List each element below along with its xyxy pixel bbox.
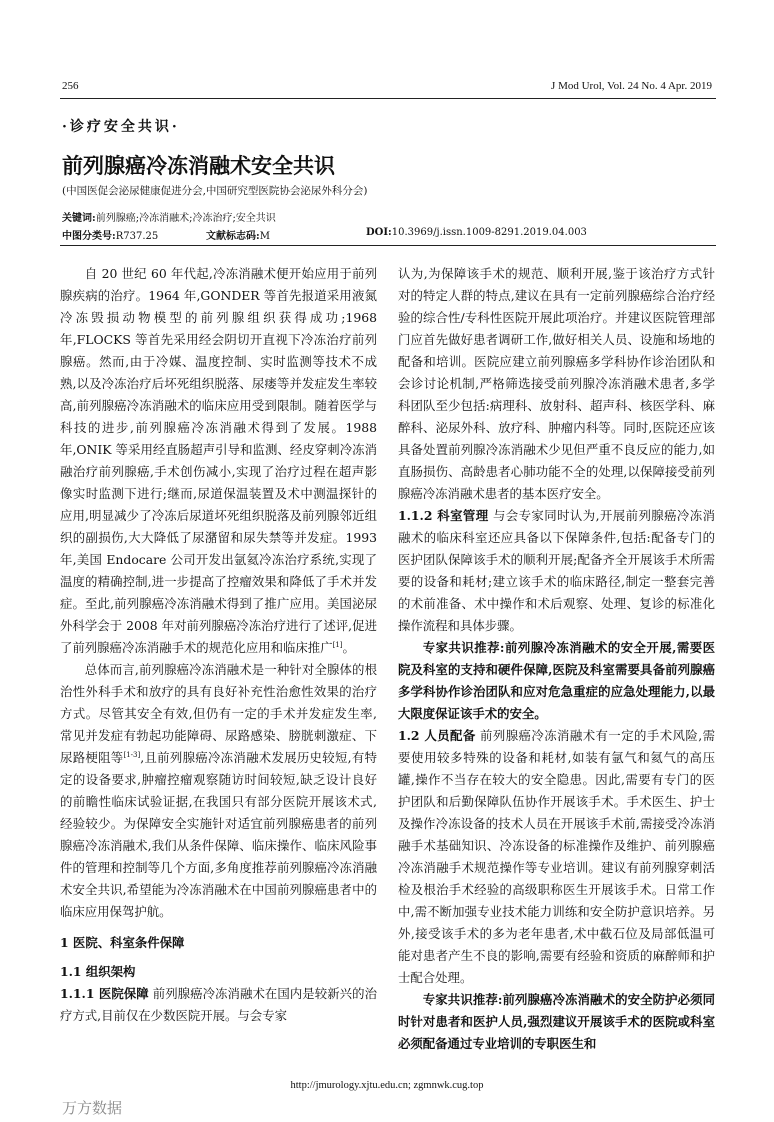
keywords: 前列腺癌;冷冻消融术;冷冻治疗;安全共识 — [95, 213, 276, 224]
affiliation: (中国医促会泌尿健康促进分会,中国研究型医院协会泌尿外科分会) — [62, 185, 368, 197]
expert-recommendation-1: 专家共识推荐:前列腺冷冻消融术的安全开展,需要医院及科室的支持和硬件保障,医院及科室需要具备前列腺癌多学科协作诊治团队和应对危急重症的应急处理能力,以最大限度保证该手术的安全。 — [398, 640, 715, 721]
footer-url: http://jmurology.xjtu.edu.cn; zgmnwk.cug.top — [290, 1080, 484, 1091]
clc-label: 中图分类号: — [62, 231, 116, 242]
paragraph-hospital-support-cont: 认为,为保障该手术的规范、顺利开展,鉴于该治疗方式针对的特定人群的特点,建议在具有一定前列腺癌综合治疗经验的综合性/专科性医院开展此项治疗。并建议医院管理部门应首先做好患者调研工作,做好相关人员、设施和场地的配备和培训。医院应建立前列腺癌多学科协作诊治团队和会诊讨论机制,严格筛选接受前列腺冷冻消融术患者,多学科团队至少包括:病理科、放射科、超声科、核医学科、麻醉科、泌尿外科、放疗科、肿瘤内科等。同时,医院还应该具备处置前列腺冷冻消融术少见但严重不良反应的能力,如直肠损伤、高龄患者心肺功能不全的处理,以保障接受前列腺癌冷冻消融术患者的基本医疗安全。 — [398, 266, 715, 501]
clc-line — [62, 227, 158, 242]
doc-code: M — [259, 231, 270, 242]
left-column — [60, 263, 377, 1027]
keywords-label: 关键词: — [62, 213, 96, 224]
page-number: 256 — [62, 80, 79, 92]
paragraph-overview: 总体而言,前列腺癌冷冻消融术是一种针对全腺体的根治性外科手术和放疗的具有良好补充性治愈性效果的治疗方式。尽管其安全有效,但仍有一定的手术并发症发生率,常见并发症有勃起功能障碍、尿路感染、膀胱刺激症、下尿路梗阻等[1-3],且前列腺癌冷冻消融术发展历史较短,有特定的设备要求,肿瘤控瘤观察随访时间较短,缺乏设计良好的前瞻性临床试验证据,在我国只有部分医院开展该术式,经验较少。为保障安全实施针对适宜前列腺癌患者的前列腺癌冷冻消融术,我们从条件保障、临床操作、临床风险事件的管理和控制等几个方面,多角度推荐前列腺癌冷冻消融术安全共识,希望能为冷冻消融术在中国前列腺癌患者中的临床应用保驾护航。 — [60, 662, 377, 919]
paragraph-hospital-support: 1.1.1 医院保障 前列腺癌冷冻消融术在国内是较新兴的治疗方式,目前仅在少数医院开展。与会专家 — [60, 986, 377, 1023]
expert-recommendation-2: 专家共识推荐:前列腺癌冷冻消融术的安全防护必须同时针对患者和医护人员,强烈建议开展该手术的医院或科室必须配备通过专业培训的专职医生和 — [398, 992, 715, 1051]
clc-number: R737.25 — [115, 231, 159, 242]
watermark: 万方数据 — [62, 1099, 123, 1117]
doi: 10.3969/j.issn.1009-8291.2019.04.003 — [391, 227, 587, 238]
keywords-line — [62, 209, 276, 224]
citation-ref: [1-3] — [123, 750, 141, 759]
right-column — [398, 263, 715, 1055]
citation-ref: [1] — [332, 640, 343, 649]
heading-1-1: 1.1 组织架构 — [60, 964, 136, 979]
section-tag: ·诊疗安全共识· — [62, 119, 180, 135]
meta-rule — [60, 245, 716, 246]
header-rule — [60, 98, 716, 99]
paragraph-intro: 自 20 世纪 60 年代起,冷冻消融术便开始应用于前列腺疾病的治疗。1964 年,GONDER 等首先报道采用液氮冷冻毁损动物模型的前列腺组织获得成功;1968 年,FLOCKS 等首先采用经会阴切开直视下冷冻治疗前列腺癌。然而,由于冷媒、温度控制、实时监测等技术不成熟,以及冷冻治疗后坏死组织脱落、尿瘘等并发症发生率较高,前列腺癌冷冻消融术的临床应用受到限制。随着医学与科技的进步,前列腺癌冷冻消融术得到了发展。1988 年,ONIK 等采用经直肠超声引导和监测、经皮穿刺冷冻消融治疗前列腺癌,手术创伤减小,实现了治疗过程在超声影像实时监测下进行;继而,尿道保温装置及术中测温探针的应用,明显减少了冷冻后尿道坏死组织脱落及前列腺邻近组织的副损伤,大大降低了尿潴留和尿失禁等并发症。1993 年,美国 Endocare 公司开发出氩氦冷冻治疗系统,实现了温度的精确控制,进一步提高了控瘤效果和降低了手术并发症。至此,前列腺癌冷冻消融术得到了推广应用。美国泌尿外科学会于 2008 年对前列腺癌冷冻治疗进行了述评,促进了前列腺癌冷冻消融手术的规范化应用和临床推广[1]。 — [60, 266, 377, 655]
doc-code-line — [206, 227, 270, 242]
paragraph-staffing: 1.2 人员配备 前列腺癌冷冻消融术有一定的手术风险,需要使用较多特殊的设备和耗材,如装有氩气和氦气的高压罐,操作不当存在较大的安全隐患。因此,需要有专门的医护团队和后勤保障队伍协作开展该手术。手术医生、护士及操作冷冻设备的技术人员在开展该手术前,需接受冷冻消融手术基础知识、冷冻设备的标准操作及维护、前列腺癌冷冻消融手术规范操作等专业培训。建议有前列腺穿刺活检及根治手术经验的高级职称医生开展该手术。日常工作中,需不断加强专业技术能力训练和安全防护意识培养。另外,接受该手术的多为老年患者,术中截石位及局部低温可能对患者产生不良的影响,需要有经验和资质的麻醉师和护士配合处理。 — [398, 728, 715, 985]
heading-section-1: 1 医院、科室条件保障 — [60, 935, 185, 950]
doi-label: DOI: — [366, 227, 392, 238]
paragraph-dept-management: 1.1.2 科室管理 与会专家同时认为,开展前列腺癌冷冻消融术的临床科室还应具备以下保障条件,包括:配备专门的医护团队保障该手术的顺利开展;配备齐全开展该手术所需要的设备和耗材;建立该手术的临床路径,制定一整套完善的术前准备、术中操作和术后观察、处理、复诊的标准化操作流程和具体步骤。 — [398, 508, 715, 633]
journal-citation: J Mod Urol, Vol. 24 No. 4 Apr. 2019 — [551, 80, 712, 92]
doc-code-label: 文献标志码: — [206, 231, 260, 242]
article-title: 前列腺癌冷冻消融术安全共识 — [62, 153, 335, 178]
doi-line — [366, 227, 587, 238]
